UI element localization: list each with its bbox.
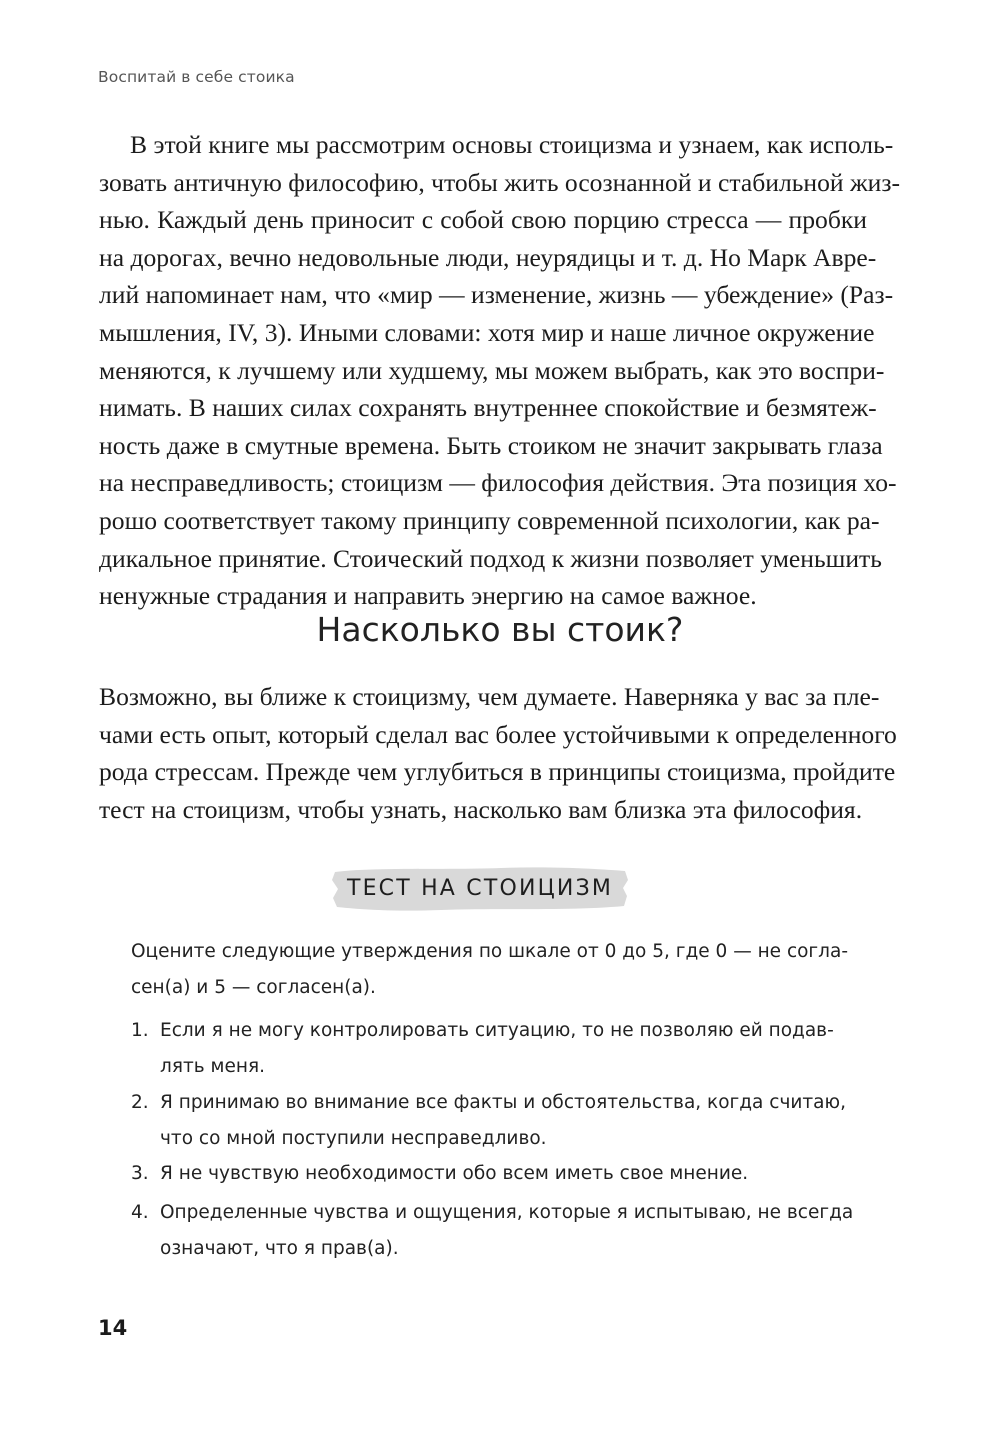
question-text [160,1195,853,1267]
running-head: Воспитай в себе стоика [98,68,295,86]
intro-paragraph [99,126,901,615]
question-number: 3. [131,1163,149,1184]
question-text [160,1013,834,1085]
test-instructions [131,934,848,1006]
page-number: 14 [98,1316,128,1340]
paragraph-line: чами есть опыт, который сделал вас более устойчивыми к определенного [99,719,897,749]
paragraph-line: ность даже в смутные времена. Быть стоиком не значит закрывать глаза [99,430,883,460]
question-line: Я не чувствую необходимости обо всем иметь свое мнение. [160,1163,749,1184]
paragraph-line: рошо соответствует такому принципу современной психологии, как ра- [99,505,880,535]
question-line: означают, что я прав(а). [160,1238,399,1259]
paragraph-line: ненужные страдания и направить энергию на самое важное. [99,581,757,611]
paragraph-line: рода стрессам. Прежде чем углубиться в принципы стоицизма, пройдите [99,757,896,787]
question-text [160,1156,748,1192]
test-label-box [331,862,629,916]
paragraph-line: Возможно, вы ближе к стоицизму, чем думаете. Наверняка у вас за пле- [99,682,880,711]
question-number: 2. [131,1092,149,1113]
paragraph-line: меняются, к лучшему или худшему, мы можем выбрать, как это воспри- [99,355,885,385]
paragraph-line: нимать. В наших силах сохранять внутреннее спокойствие и безмятеж- [99,393,877,423]
question-line: Я принимаю во внимание все факты и обстоятельства, когда считаю, [160,1092,846,1113]
question-line: Если я не могу контролировать ситуацию, то не позволяю ей подав- [160,1020,834,1041]
paragraph-line: тест на стоицизм, чтобы узнать, насколько вам близка эта философия. [99,794,863,824]
instructions-line: сен(а) и 5 — согласен(а). [131,977,376,998]
quiz-intro-paragraph [99,678,897,828]
test-label: ТЕСТ НА СТОИЦИЗМ [346,876,614,901]
section-heading: Насколько вы стоик? [316,610,684,649]
paragraph-line: дикальное принятие. Стоический подход к жизни позволяет уменьшить [99,543,882,573]
question-line: что со мной поступили несправедливо. [160,1128,547,1149]
paragraph-line: зовать античную философию, чтобы жить осознанной и стабильной жиз- [99,167,901,197]
instructions-line: Оцените следующие утверждения по шкале от 0 до 5, где 0 — не согла- [131,941,848,962]
question-text [160,1085,846,1157]
paragraph-line: В этой книге мы рассмотрим основы стоицизма и узнаем, как исполь- [130,130,894,159]
paragraph-line: на несправедливость; стоицизм — философия действия. Эта позиция хо- [99,468,897,498]
question-number: 4. [131,1202,149,1223]
paragraph-line: мышления, IV, 3). Иными словами: хотя мир и наше личное окружение [99,317,875,347]
question-line: лять меня. [160,1056,265,1077]
question-line: Определенные чувства и ощущения, которые я испытываю, не всегда [160,1202,854,1223]
paragraph-line: нью. Каждый день приносит с собой свою порцию стресса — пробки [99,205,867,235]
paragraph-line: на дорогах, вечно недовольные люди, неурядицы и т. д. Но Марк Авре- [99,242,877,272]
question-number: 1. [131,1020,149,1041]
paragraph-line: лий напоминает нам, что «мир — изменение, жизнь — убеждение» (Раз- [99,280,894,310]
